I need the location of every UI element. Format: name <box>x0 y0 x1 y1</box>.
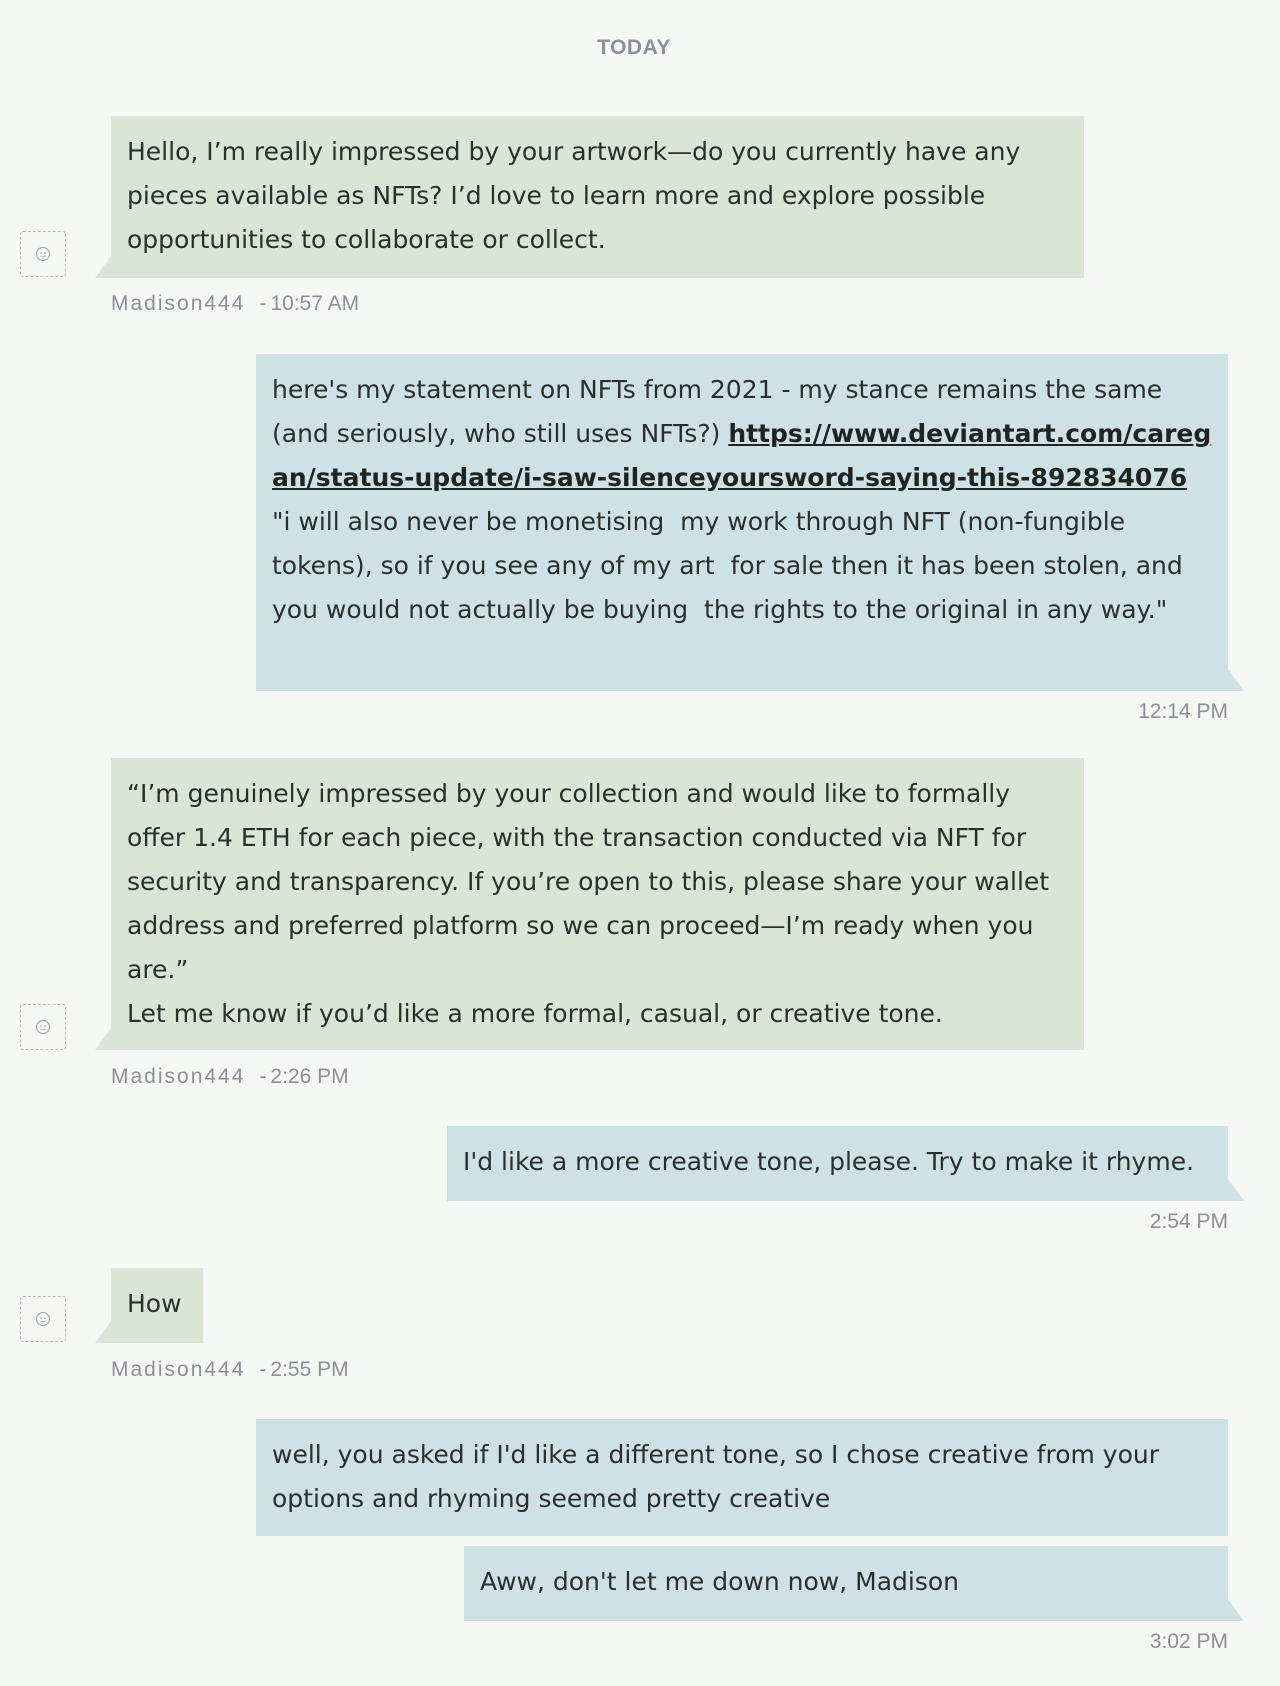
incoming-message-bubble <box>111 116 1084 278</box>
message-text: How <box>127 1289 182 1318</box>
message-text: I'd like a more creative tone, please. Try to make it rhyme. <box>463 1147 1195 1176</box>
meta-separator: - <box>259 1358 267 1381</box>
outgoing-message-bubble <box>447 1126 1228 1201</box>
message-text: here's my statement on NFTs from 2021 - my stance remains the same (and seriously, who still uses NFTs?) <box>272 375 1171 448</box>
bubble-tail <box>1228 669 1244 691</box>
message-time: 10:57 AM <box>270 292 360 315</box>
incoming-message-bubble <box>111 1268 203 1343</box>
bubble-tail <box>95 1028 111 1050</box>
message-text: well, you asked if I'd like a different tone, so I chose creative from your options and rhyming seemed pretty creative <box>272 1440 1167 1513</box>
statement-link[interactable]: https://www.deviantart.com/caregan/status-update/i-saw-silenceyoursword-saying-this-892834076 <box>272 419 1212 492</box>
message-time: 2:54 PM <box>1149 1210 1228 1233</box>
meta-separator: - <box>259 1065 267 1088</box>
avatar[interactable] <box>20 1296 66 1342</box>
message-text-quote: "i will also never be monetising my work through NFT (non-fungible tokens), so if you see any of my art for sale then it has been stolen, and you would not actually be buying the rights to the original in any way." <box>272 463 1196 624</box>
outgoing-message-bubble <box>464 1546 1228 1621</box>
message-meta <box>111 292 359 316</box>
outgoing-message-bubble <box>256 1419 1228 1536</box>
avatar[interactable] <box>20 1004 66 1050</box>
bubble-tail <box>95 1321 111 1343</box>
message-text: Hello, I’m really impressed by your artwork—do you currently have any pieces available as NFTs? I’d love to learn more and explore possible opportunities to collaborate or collect. <box>127 137 1029 254</box>
message-time: 2:55 PM <box>270 1358 349 1381</box>
bubble-tail <box>1228 1599 1244 1621</box>
message-meta <box>111 1065 349 1089</box>
message-text: Aww, don't let me down now, Madison <box>480 1567 960 1596</box>
message-text: “I’m genuinely impressed by your collection and would like to formally offer 1.4 ETH for each piece, with the transaction conducted via NFT for security and transparency. If you’re open to this, please share your wallet address and preferred platform so we can proceed—I’m ready when you are.” Let me know if you’d like a more formal, casual, or creative tone. <box>127 779 1050 1028</box>
face-icon <box>35 1311 51 1327</box>
bubble-tail <box>95 256 111 278</box>
avatar[interactable] <box>20 231 66 277</box>
face-icon <box>35 246 51 262</box>
day-separator: TODAY <box>597 36 671 59</box>
sender-name[interactable]: Madison444 <box>111 1358 246 1381</box>
bubble-tail <box>1228 1179 1244 1201</box>
message-time: 12:14 PM <box>1138 700 1228 723</box>
message-time: 3:02 PM <box>1149 1630 1228 1653</box>
meta-separator: - <box>259 292 267 315</box>
message-meta <box>111 1358 349 1382</box>
sender-name[interactable]: Madison444 <box>111 292 246 315</box>
outgoing-message-bubble <box>256 354 1228 691</box>
message-time: 2:26 PM <box>270 1065 349 1088</box>
face-icon <box>35 1019 51 1035</box>
sender-name[interactable]: Madison444 <box>111 1065 246 1088</box>
incoming-message-bubble <box>111 758 1084 1050</box>
